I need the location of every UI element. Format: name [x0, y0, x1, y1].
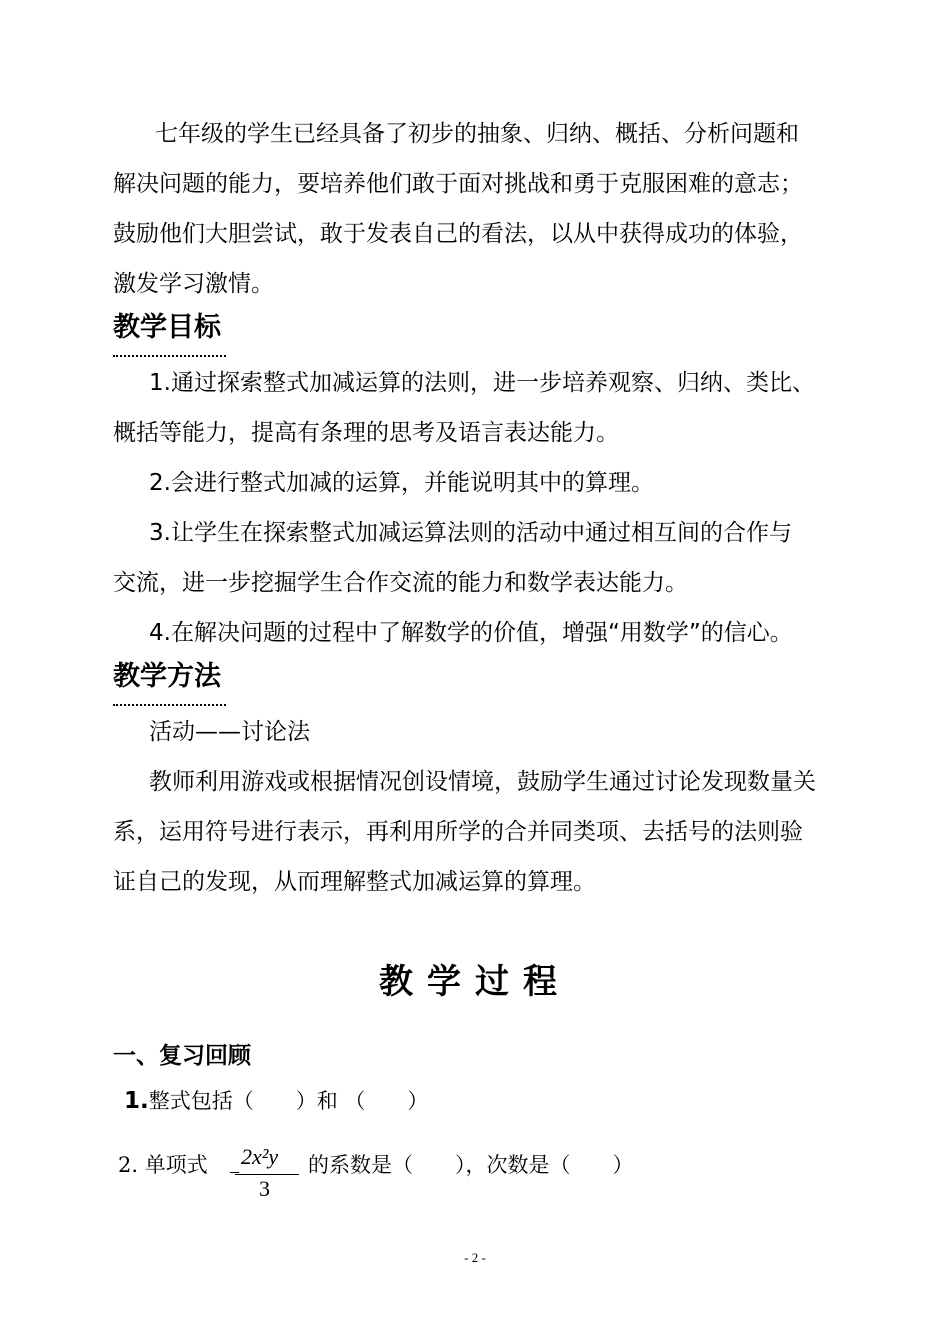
intro-line-1: 七年级的学生已经具备了初步的抽象、归纳、概括、分析问题和 [155, 121, 799, 147]
goals-line-6: 4.在解决问题的过程中了解数学的价值，增强“用数学”的信心。 [149, 620, 793, 646]
methods-heading-underline [113, 704, 226, 706]
fraction-bar [235, 1174, 299, 1175]
methods-line-3: 系，运用符号进行表示，再利用所学的合并同类项、去括号的法则验 [113, 819, 803, 845]
methods-line-4: 证自己的发现，从而理解整式加减运算的算理。 [113, 869, 596, 895]
fraction-denominator: 3 [259, 1176, 270, 1201]
question-1 [124, 1086, 428, 1116]
methods-line-2: 教师利用游戏或根据情况创设情境，鼓励学生通过讨论发现数量关 [149, 769, 816, 795]
goals-line-2: 概括等能力，提高有条理的思考及语言表达能力。 [113, 420, 619, 446]
fraction-minus-sign: − [229, 1162, 241, 1184]
section1-heading: 一、复习回顾 [113, 1043, 251, 1069]
goals-heading-underline [113, 355, 226, 357]
monomial-fraction [229, 1144, 301, 1201]
goals-heading: 教学目标 [113, 312, 221, 343]
goals-line-4: 3.让学生在探索整式加减运算法则的活动中通过相互间的合作与 [149, 520, 792, 546]
intro-line-2: 解决问题的能力，要培养他们敢于面对挑战和勇于克服困难的意志； [113, 171, 803, 197]
methods-heading: 教学方法 [113, 661, 221, 692]
intro-line-3: 鼓励他们大胆尝试，敢于发表自己的看法，以从中获得成功的体验， [113, 221, 803, 247]
question-2-suffix: 的系数是（ ），次数是（ ） [308, 1153, 634, 1177]
intro-line-4: 激发学习激情。 [113, 271, 274, 297]
question-1-number: 1. [124, 1088, 149, 1114]
goals-line-3: 2.会进行整式加减的运算，并能说明其中的算理。 [149, 470, 654, 496]
methods-line-1: 活动——讨论法 [149, 719, 310, 745]
question-2-prefix: 2. 单项式 [118, 1153, 208, 1177]
goals-line-5: 交流，进一步挖掘学生合作交流的能力和数学表达能力。 [113, 570, 688, 596]
process-title: 教学过程 [379, 962, 571, 1002]
fraction-numerator: 2x²y [241, 1144, 279, 1169]
question-1-text: 整式包括（ ）和 （ ） [148, 1089, 429, 1113]
goals-line-1: 1.通过探索整式加减运算的法则，进一步培养观察、归纳、类比、 [149, 370, 815, 396]
page-number: - 2 - [464, 1250, 486, 1265]
